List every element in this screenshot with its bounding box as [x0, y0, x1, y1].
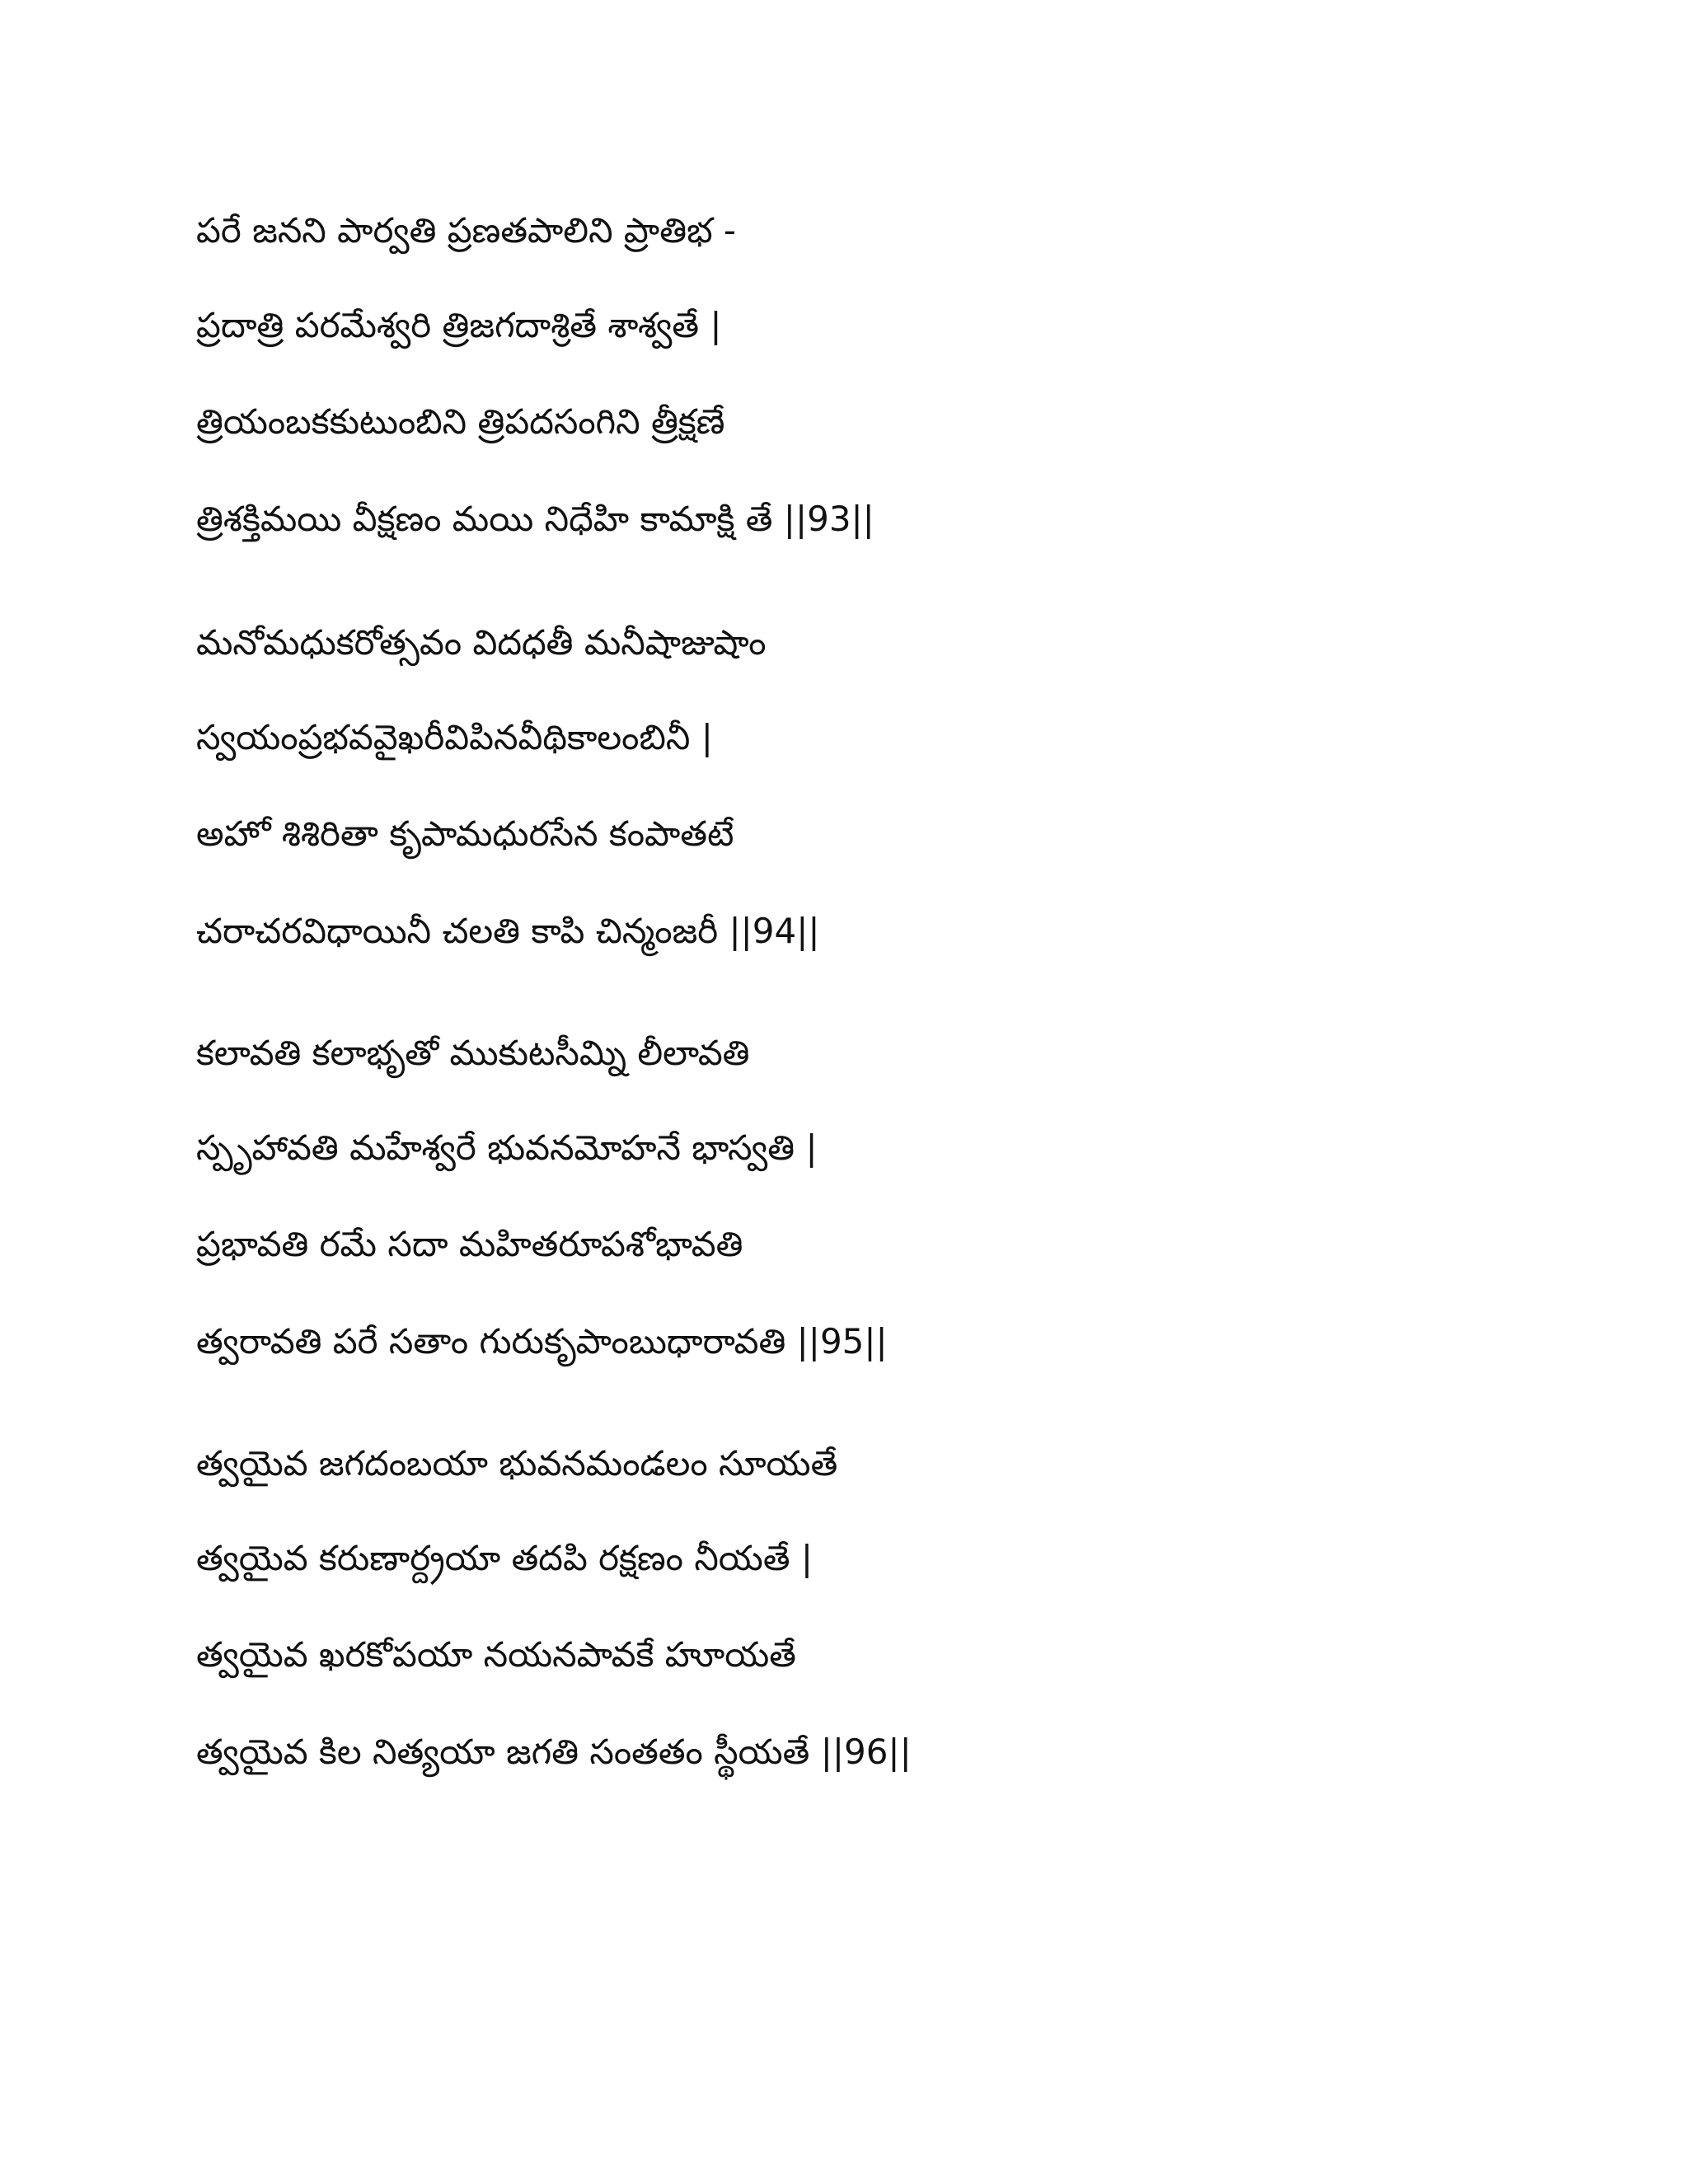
verse-line: త్వరావతి పరే సతాం గురుకృపాంబుధారావతి ||95|| — [196, 1321, 888, 1361]
verse-line: చరాచరవిధాయినీ చలతి కాపి చిన్మంజరీ ||94|| — [196, 911, 820, 951]
verse-line: కలావతి కలాభృతో ముకుటసీమ్ని లీలావతి — [196, 1033, 750, 1073]
verse-line: ప్రభావతి రమే సదా మహితరూపశోభావతి — [196, 1224, 743, 1264]
verse-line: స్పృహావతి మహేశ్వరే భువనమోహనే భాస్వతి | — [196, 1127, 818, 1168]
verse-line: స్వయంప్రభవవైఖరీవిపినవీథికాలంబినీ | — [196, 717, 713, 757]
verse-line: మనోమధుకరోత్సవం విదధతీ మనీషాజుషాం — [196, 622, 767, 663]
verse-line: పరే జనని పార్వతి ప్రణతపాలిని ప్రాతిభ - — [196, 210, 737, 251]
verse-line: త్రిశక్తిమయి వీక్షణం మయి నిధేహి కామాక్షి తే ||93|| — [196, 499, 874, 539]
verse-line: త్వయైవ ఖరకోపయా నయనపావకే హూయతే — [196, 1634, 796, 1675]
verse-line: త్రియంబకకుటుంబిని త్రిపదసంగిని త్రీక్షణే — [196, 401, 725, 442]
verse-line: త్వయైవ కిల నిత్యయా జగతి సంతతం స్థీయతే ||96|| — [196, 1732, 912, 1772]
verse-line: ప్రదాత్రి పరమేశ్వరి త్రిజగదాశ్రితే శాశ్వతే | — [196, 305, 722, 345]
verse-line: త్వయైవ జగదంబయా భువనమండలం సూయతే — [196, 1443, 838, 1483]
verse-line: అహో శిశిరితా కృపామధురసేన కంపాతటే — [196, 813, 734, 854]
verse-line: త్వయైవ కరుణార్ద్రయా తదపి రక్షణం నీయతే | — [196, 1538, 813, 1578]
